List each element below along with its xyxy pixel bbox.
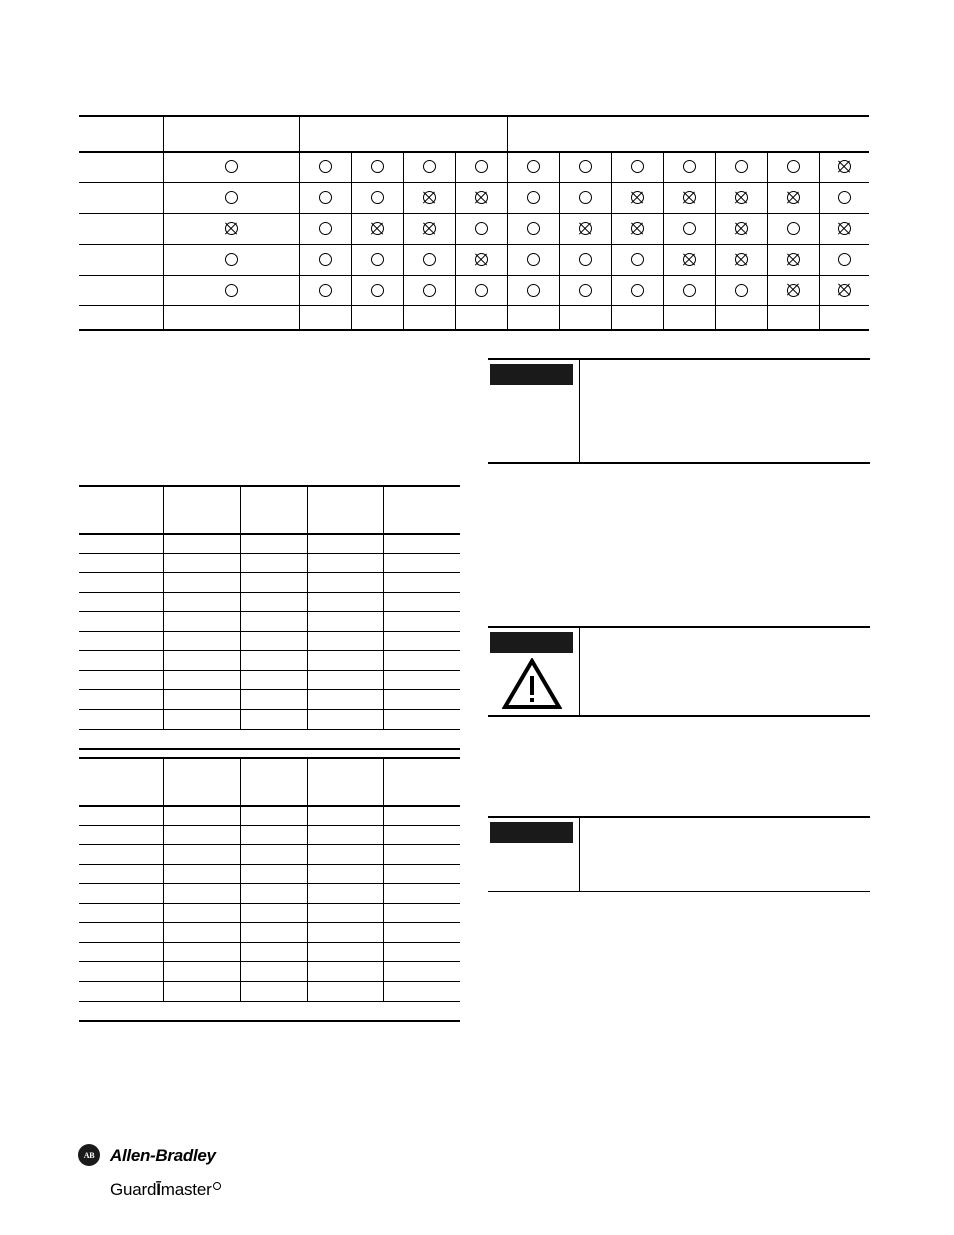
open-circle-icon — [631, 253, 644, 266]
matrix-cell — [663, 151, 715, 182]
table-rule — [79, 485, 460, 487]
matrix-cell — [507, 151, 559, 182]
matrix-cell — [611, 213, 663, 244]
table-rule — [79, 748, 460, 750]
open-circle-icon — [787, 222, 800, 235]
matrix-cell — [163, 151, 299, 182]
crossed-circle-icon — [475, 191, 488, 204]
table-rule — [79, 709, 460, 710]
matrix-cell — [663, 182, 715, 213]
open-circle-icon — [683, 284, 696, 297]
open-circle-icon — [683, 160, 696, 173]
crossed-circle-icon — [423, 191, 436, 204]
crossed-circle-icon — [579, 222, 592, 235]
open-circle-icon — [579, 160, 592, 173]
open-circle-icon — [225, 160, 238, 173]
open-circle-icon — [527, 222, 540, 235]
table-rule — [79, 1001, 460, 1002]
matrix-cell — [455, 213, 507, 244]
matrix-cell — [455, 151, 507, 182]
guardmaster-logo — [110, 1180, 221, 1200]
matrix-cell — [715, 244, 767, 275]
crossed-circle-icon — [787, 253, 800, 266]
table-rule — [79, 981, 460, 982]
open-circle-icon — [527, 191, 540, 204]
matrix-cell — [767, 275, 819, 305]
open-circle-icon — [319, 222, 332, 235]
switch-state-matrix — [79, 115, 869, 329]
table-column-rule — [240, 757, 241, 1001]
matrix-cell — [767, 244, 819, 275]
matrix-cell — [299, 182, 351, 213]
crossed-circle-icon — [787, 284, 800, 297]
table-rule — [79, 611, 460, 612]
brand-name: Allen-Bradley — [110, 1146, 216, 1165]
matrix-cell — [507, 182, 559, 213]
open-circle-icon — [631, 284, 644, 297]
open-circle-icon — [475, 160, 488, 173]
matrix-cell — [611, 151, 663, 182]
crossed-circle-icon — [838, 222, 851, 235]
crossed-circle-icon — [475, 253, 488, 266]
table-rule — [79, 305, 869, 306]
matrix-cell — [559, 244, 611, 275]
allen-bradley-seal-logo — [78, 1144, 100, 1166]
matrix-cell — [351, 275, 403, 305]
table-rule — [79, 757, 460, 759]
table-rule — [79, 825, 460, 826]
table-rule — [79, 805, 460, 807]
open-circle-icon — [838, 253, 851, 266]
table-rule — [79, 553, 460, 554]
table-rule — [79, 329, 869, 331]
notice-box-1 — [488, 358, 870, 465]
table-column-rule — [240, 485, 241, 729]
open-circle-icon — [735, 284, 748, 297]
crossed-circle-icon — [838, 284, 851, 297]
open-circle-icon — [371, 191, 384, 204]
notice-box-2 — [488, 626, 870, 718]
registered-ring-icon — [213, 1182, 221, 1190]
notice-label-tag — [490, 822, 573, 843]
notice-box-3 — [488, 816, 870, 894]
matrix-cell — [559, 151, 611, 182]
crossed-circle-icon — [683, 253, 696, 266]
open-circle-icon — [423, 284, 436, 297]
table-rule — [79, 864, 460, 865]
matrix-cell — [715, 275, 767, 305]
matrix-cell — [507, 213, 559, 244]
matrix-cell — [715, 151, 767, 182]
matrix-cell — [663, 275, 715, 305]
matrix-cell — [819, 151, 869, 182]
open-circle-icon — [371, 284, 384, 297]
table-rule — [79, 650, 460, 651]
open-circle-icon — [579, 191, 592, 204]
table-rule — [79, 961, 460, 962]
table-rule — [79, 115, 869, 117]
open-circle-icon — [371, 253, 384, 266]
crossed-circle-icon — [838, 160, 851, 173]
matrix-cell — [715, 213, 767, 244]
matrix-cell — [351, 151, 403, 182]
matrix-cell — [819, 244, 869, 275]
open-circle-icon — [527, 284, 540, 297]
open-circle-icon — [631, 160, 644, 173]
matrix-cell — [455, 182, 507, 213]
table-column-rule — [383, 757, 384, 1001]
seal-text: AB — [83, 1150, 95, 1160]
matrix-cell — [403, 151, 455, 182]
matrix-cell — [299, 275, 351, 305]
crossed-circle-icon — [225, 222, 238, 235]
open-circle-icon — [475, 222, 488, 235]
crossed-circle-icon — [631, 191, 644, 204]
matrix-cell — [559, 213, 611, 244]
matrix-cell — [403, 244, 455, 275]
matrix-cell — [611, 275, 663, 305]
open-circle-icon — [319, 284, 332, 297]
matrix-cell — [663, 244, 715, 275]
matrix-cell — [507, 275, 559, 305]
matrix-cell — [663, 213, 715, 244]
table-rule — [79, 922, 460, 923]
matrix-cell — [819, 182, 869, 213]
matrix-cell — [819, 275, 869, 305]
table-rule — [79, 631, 460, 632]
matrix-cell — [163, 213, 299, 244]
matrix-cell — [455, 244, 507, 275]
open-circle-icon — [838, 191, 851, 204]
matrix-cell — [351, 182, 403, 213]
crossed-circle-icon — [787, 191, 800, 204]
table-rule — [79, 844, 460, 845]
notice-label-tag — [490, 364, 573, 385]
guardmaster-figure-icon: Ī — [156, 1180, 161, 1199]
table-rule — [79, 533, 460, 535]
open-circle-icon — [475, 284, 488, 297]
open-circle-icon — [735, 160, 748, 173]
open-circle-icon — [225, 253, 238, 266]
open-circle-icon — [579, 284, 592, 297]
matrix-cell — [611, 244, 663, 275]
matrix-cell — [351, 213, 403, 244]
open-circle-icon — [225, 191, 238, 204]
matrix-cell — [819, 213, 869, 244]
matrix-cell — [351, 244, 403, 275]
crossed-circle-icon — [371, 222, 384, 235]
table-column-rule — [383, 485, 384, 729]
matrix-cell — [403, 275, 455, 305]
table-column-rule — [163, 757, 164, 1001]
notice-label-tag — [490, 632, 573, 653]
matrix-cell — [767, 182, 819, 213]
crossed-circle-icon — [735, 253, 748, 266]
matrix-cell — [299, 213, 351, 244]
crossed-circle-icon — [683, 191, 696, 204]
matrix-cell — [403, 213, 455, 244]
table-rule — [79, 729, 460, 730]
table-rule — [79, 689, 460, 690]
open-circle-icon — [579, 253, 592, 266]
spec-table-1 — [79, 485, 460, 749]
open-circle-icon — [319, 160, 332, 173]
crossed-circle-icon — [735, 222, 748, 235]
open-circle-icon — [319, 191, 332, 204]
matrix-cell — [455, 275, 507, 305]
crossed-circle-icon — [423, 222, 436, 235]
matrix-cell — [163, 244, 299, 275]
table-column-rule — [307, 757, 308, 1001]
matrix-cell — [163, 182, 299, 213]
warning-triangle-icon — [502, 658, 562, 710]
guardmaster-logo-suffix: master — [160, 1180, 212, 1199]
table-rule — [79, 572, 460, 573]
table-rule — [79, 592, 460, 593]
table-rule — [79, 903, 460, 904]
matrix-cell — [611, 182, 663, 213]
matrix-cell — [163, 275, 299, 305]
open-circle-icon — [527, 160, 540, 173]
open-circle-icon — [423, 160, 436, 173]
open-circle-icon — [371, 160, 384, 173]
crossed-circle-icon — [735, 191, 748, 204]
crossed-circle-icon — [631, 222, 644, 235]
matrix-cell — [403, 182, 455, 213]
table-column-rule — [307, 485, 308, 729]
guardmaster-logo-prefix: Guard — [110, 1180, 157, 1199]
matrix-cell — [299, 244, 351, 275]
table-column-rule — [163, 485, 164, 729]
matrix-cell — [299, 151, 351, 182]
matrix-cell — [507, 244, 559, 275]
open-circle-icon — [225, 284, 238, 297]
table-rule — [79, 670, 460, 671]
open-circle-icon — [683, 222, 696, 235]
matrix-cell — [715, 182, 767, 213]
open-circle-icon — [527, 253, 540, 266]
open-circle-icon — [319, 253, 332, 266]
matrix-cell — [559, 275, 611, 305]
table-rule — [79, 942, 460, 943]
matrix-cell — [767, 213, 819, 244]
open-circle-icon — [423, 253, 436, 266]
table-rule — [79, 1020, 460, 1022]
spec-table-2 — [79, 757, 460, 1021]
matrix-cell — [559, 182, 611, 213]
table-rule — [79, 883, 460, 884]
open-circle-icon — [787, 160, 800, 173]
matrix-cell — [767, 151, 819, 182]
